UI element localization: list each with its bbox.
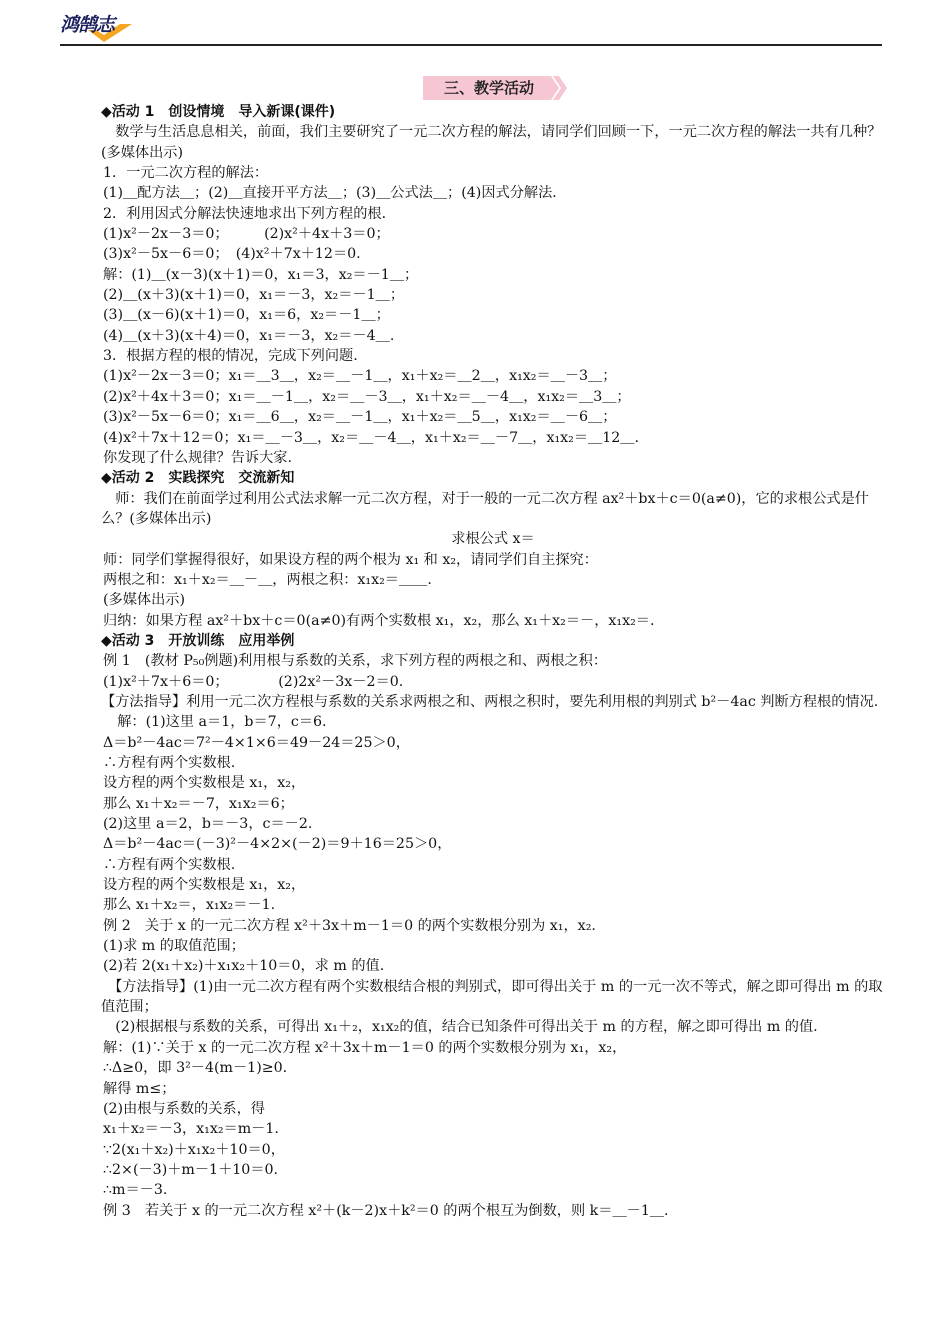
text-line: 设方程的两个实数根是 x₁，x₂， bbox=[103, 775, 306, 792]
header-rule bbox=[60, 44, 882, 46]
text-line: (2)由根与系数的关系，得 bbox=[103, 1100, 265, 1117]
text-line: Δ＝b²－4ac＝(－3)²－4×2×(－2)＝9＋16＝25＞0， bbox=[103, 836, 452, 853]
text-line: 你发现了什么规律？告诉大家. bbox=[103, 449, 292, 466]
text-line: 归纳：如果方程 ax²＋bx＋c＝0(a≠0)有两个实数根 x₁，x₂，那么 x₁＋x₂＝－，x₁x₂＝. bbox=[103, 612, 655, 629]
activity-heading: ◆活动 2 实践探究 交流新知 bbox=[101, 470, 295, 487]
text-line: ∴Δ≥0，即 3²－4(m－1)≥0. bbox=[103, 1060, 288, 1077]
text-line: ∴方程有两个实数根. bbox=[103, 856, 236, 873]
text-line: 师：我们在前面学过利用公式法求解一元二次方程，对于一般的一元二次方程 ax²＋bx＋c＝0(a≠0)，它的求根公式是什么？(多媒体出示) bbox=[101, 490, 869, 527]
text-line: (1)求 m 的取值范围； bbox=[103, 938, 245, 955]
text-line: ∴m＝－3. bbox=[103, 1182, 168, 1199]
text-line: ∴2×(－3)＋m－1＋10＝0. bbox=[103, 1161, 279, 1178]
text-line: 例 1 (教材 P₅₀例题)利用根与系数的关系，求下列方程的两根之和、两根之积： bbox=[103, 653, 608, 670]
text-line: (3)＿(x－6)(x＋1)＝0，x₁＝6，x₂＝－1＿； bbox=[103, 307, 390, 324]
text-line: 解：(1)这里 a＝1，b＝7，c＝6. bbox=[103, 714, 327, 731]
text-line: 2．利用因式分解法快速地求出下列方程的根． bbox=[103, 205, 396, 222]
text-line: (2)根据根与系数的关系，可得出 x₁＋₂，x₁x₂的值，结合已知条件可得出关于 m 的方程，解之即可得出 m 的值. bbox=[101, 1019, 818, 1036]
text-line: (2)若 2(x₁＋x₂)＋x₁x₂＋10＝0，求 m 的值. bbox=[103, 958, 385, 975]
text-line: ∴方程有两个实数根. bbox=[103, 755, 236, 771]
text-line: Δ＝b²－4ac＝7²－4×1×6＝49－24＝25＞0， bbox=[103, 734, 410, 751]
text-line: 3．根据方程的根的情况，完成下列问题. bbox=[103, 348, 358, 365]
text-line: ∵2(x₁＋x₂)＋x₁x₂＋10＝0， bbox=[103, 1141, 285, 1158]
logo-text: 鸿鹄志 bbox=[60, 14, 115, 36]
text-line: 两根之和：x₁＋x₂＝＿－＿，两根之积：x₁x₂＝＿＿. bbox=[103, 571, 432, 588]
activity-heading: ◆活动 1 创设情境 导入新课(课件) bbox=[101, 104, 336, 120]
publisher-logo bbox=[60, 8, 150, 44]
text-line: 【方法指导】利用一元二次方程根与系数的关系求两根之和、两根之积时，要先利用根的判别式 b²－4ac 判断方程根的情况. bbox=[101, 693, 879, 710]
text-line: (多媒体出示) bbox=[103, 592, 186, 609]
text-line: 设方程的两个实数根是 x₁，x₂， bbox=[103, 877, 306, 894]
text-line: 那么 x₁＋x₂＝－7，x₁x₂＝6； bbox=[103, 795, 294, 812]
text-line: (1)x²－2x－3＝0； (2)x²＋4x＋3＝0； bbox=[103, 226, 390, 243]
text-line: x₁＋x₂＝－3，x₁x₂＝m－1. bbox=[103, 1121, 279, 1138]
activity-heading: ◆活动 3 开放训练 应用举例 bbox=[101, 632, 295, 649]
text-line: 解：(1)＿(x－3)(x＋1)＝0，x₁＝3，x₂＝－1＿； bbox=[103, 266, 419, 283]
section-banner bbox=[423, 74, 568, 102]
text-line: 师：同学们掌握得很好，如果设方程的两个根为 x₁ 和 x₂，请同学们自主探究： bbox=[103, 551, 598, 568]
text-line: (1)x²－2x－3＝0；x₁＝＿3＿，x₂＝＿－1＿，x₁＋x₂＝＿2＿，x₁x₂＝＿－3＿； bbox=[103, 368, 617, 385]
text-line: (2)x²＋4x＋3＝0；x₁＝＿－1＿，x₂＝＿－3＿，x₁＋x₂＝＿－4＿，x₁x₂＝＿3＿； bbox=[103, 388, 631, 405]
text-line: 求根公式 x＝ bbox=[451, 531, 535, 548]
lesson-content bbox=[103, 102, 883, 1221]
text-line: (1)x²＋7x＋6＝0； (2)2x²－3x－2＝0. bbox=[103, 673, 404, 690]
text-line: 1．一元二次方程的解法： bbox=[103, 165, 269, 182]
text-line: (3)x²－5x－6＝0； (4)x²＋7x＋12＝0. bbox=[103, 246, 361, 263]
text-line: 数学与生活息息相关，前面，我们主要研究了一元二次方程的解法，请同学们回顾一下，一元二次方程的解法一共有几种？(多媒体出示) bbox=[101, 124, 882, 161]
text-line: 那么 x₁＋x₂＝，x₁x₂＝－1. bbox=[103, 897, 276, 914]
text-line: 解：(1)∵关于 x 的一元二次方程 x²＋3x＋m－1＝0 的两个实数根分别为 x₁，x₂， bbox=[103, 1039, 627, 1056]
text-line: 例 3 若关于 x 的一元二次方程 x²＋(k－2)x＋k²＝0 的两个根互为倒数，则 k＝＿－1＿. bbox=[103, 1202, 669, 1219]
text-line: (4)x²＋7x＋12＝0；x₁＝＿－3＿，x₂＝＿－4＿，x₁＋x₂＝＿－7＿，x₁x₂＝＿12＿. bbox=[103, 429, 639, 446]
text-line: 解得 m≤； bbox=[103, 1080, 176, 1097]
section-title: 三、教学活动 bbox=[443, 79, 534, 97]
text-line: 例 2 关于 x 的一元二次方程 x²＋3x＋m－1＝0 的两个实数根分别为 x₁，x₂. bbox=[103, 917, 596, 934]
text-line: (2)这里 a＝2，b＝－3，c＝－2. bbox=[103, 816, 313, 833]
text-line: (3)x²－5x－6＝0；x₁＝＿6＿，x₂＝＿－1＿，x₁＋x₂＝＿5＿，x₁x₂＝＿－6＿； bbox=[103, 409, 617, 426]
text-line: (2)＿(x＋3)(x＋1)＝0，x₁＝－3，x₂＝－1＿； bbox=[103, 287, 405, 304]
text-line: (4)＿(x＋3)(x＋4)＝0，x₁＝－3，x₂＝－4＿. bbox=[103, 327, 395, 344]
text-line: (1)＿配方法＿；(2)＿直接开平方法＿；(3)＿公式法＿；(4)因式分解法． bbox=[103, 185, 567, 202]
text-line: 【方法指导】(1)由一元二次方程有两个实数根结合根的判别式，即可得出关于 m 的一元一次不等式，解之即可得出 m 的取值范围； bbox=[101, 978, 883, 1016]
